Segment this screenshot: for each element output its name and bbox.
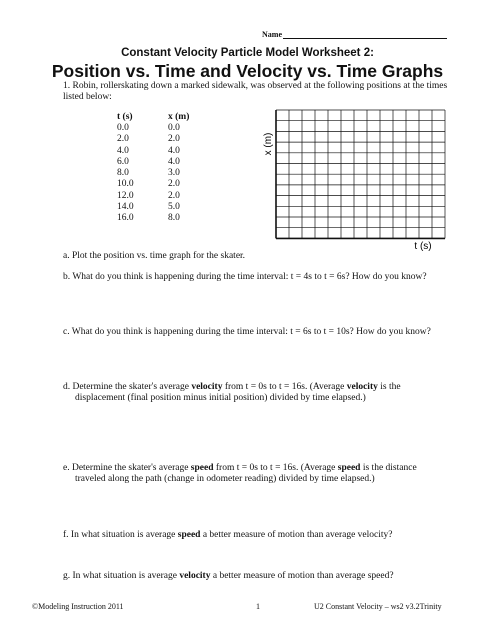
question-e-line2: traveled along the path (change in odometer reading) divided by time elapsed.) bbox=[75, 474, 375, 484]
name-line bbox=[283, 29, 447, 39]
question-a: a. Plot the position vs. time graph for the skater. bbox=[63, 251, 246, 261]
table-cell: 4.0 bbox=[168, 145, 180, 156]
question-e-text: e. Determine the skater's average bbox=[63, 463, 191, 473]
table-cell: 2.0 bbox=[168, 134, 180, 145]
question-c: c. What do you think is happening during the time interval: t = 6s to t = 10s? How do you know? bbox=[63, 327, 431, 337]
table-cell: 14.0 bbox=[117, 202, 134, 213]
table-cell: 10.0 bbox=[117, 179, 134, 190]
question-d-text: from t = 0s to t = 16s. (Average bbox=[222, 382, 347, 392]
table-cell: 2.0 bbox=[168, 179, 180, 190]
table-cell: 2.0 bbox=[168, 190, 180, 201]
table-cell: 8.0 bbox=[168, 213, 180, 224]
question-d bbox=[63, 382, 463, 404]
question-e-text: from t = 0s to t = 16s. (Average bbox=[213, 463, 338, 473]
table-cell: 4.0 bbox=[117, 145, 129, 156]
table-cell: 2.0 bbox=[117, 134, 129, 145]
question-b: b. What do you think is happening during the time interval: t = 4s to t = 6s? How do you know? bbox=[63, 272, 427, 282]
question-g-text: g. In what situation is average bbox=[63, 571, 180, 581]
table-cell: 0.0 bbox=[117, 123, 129, 133]
name-field bbox=[262, 29, 447, 39]
blank-graph-grid bbox=[255, 108, 455, 253]
table-cell: 3.0 bbox=[168, 168, 180, 179]
graph-y-axis-label: x (m) bbox=[263, 132, 274, 156]
question-d-text: is the bbox=[377, 382, 401, 392]
table-cell: 0.0 bbox=[168, 123, 180, 133]
table-cell: 8.0 bbox=[117, 168, 129, 179]
question-d-keyword: velocity bbox=[191, 382, 223, 392]
question-f bbox=[63, 530, 463, 541]
question-e-keyword: speed bbox=[337, 463, 361, 473]
table-cell: 16.0 bbox=[117, 213, 134, 224]
table-header-position: x (m) bbox=[168, 112, 190, 122]
footer-course-id: U2 Constant Velocity – ws2 v3.2Trinity bbox=[314, 602, 442, 611]
table-col-position bbox=[168, 123, 228, 225]
question-g-keyword: velocity bbox=[179, 571, 211, 581]
grid-lines bbox=[276, 110, 445, 238]
question-e-keyword: speed bbox=[190, 463, 214, 473]
table-cell: 5.0 bbox=[168, 202, 180, 213]
question-d-line2: displacement (final position minus initial position) divided by time elapsed.) bbox=[75, 393, 366, 403]
table-cell: 4.0 bbox=[168, 156, 180, 167]
name-label: Name bbox=[262, 30, 282, 39]
question-d-text: d. Determine the skater's average bbox=[63, 382, 192, 392]
question-f-text: f. In what situation is average bbox=[63, 530, 178, 540]
question-f-keyword: speed bbox=[177, 530, 201, 540]
worksheet-subtitle: Constant Velocity Particle Model Worksheet 2: bbox=[121, 47, 374, 59]
problem-intro: 1. Robin, rollerskating down a marked sidewalk, was observed at the following positions at the times listed below: bbox=[63, 81, 448, 102]
question-e-text: is the distance bbox=[360, 463, 417, 473]
worksheet-title: Position vs. Time and Velocity vs. Time Graphs bbox=[51, 61, 444, 81]
table-cell: 6.0 bbox=[117, 156, 129, 167]
footer-copyright: ©Modeling Instruction 2011 bbox=[32, 602, 124, 611]
table-header-time: t (s) bbox=[117, 112, 133, 122]
question-e bbox=[63, 463, 463, 485]
question-g bbox=[63, 571, 463, 582]
question-f-text: a better measure of motion than average velocity? bbox=[200, 530, 393, 540]
footer-page-number: 1 bbox=[256, 602, 260, 611]
question-g-text: a better measure of motion than average speed? bbox=[210, 571, 394, 581]
table-cell: 12.0 bbox=[117, 190, 134, 201]
graph-x-axis-label: t (s) bbox=[414, 241, 432, 252]
question-d-keyword: velocity bbox=[346, 382, 378, 392]
